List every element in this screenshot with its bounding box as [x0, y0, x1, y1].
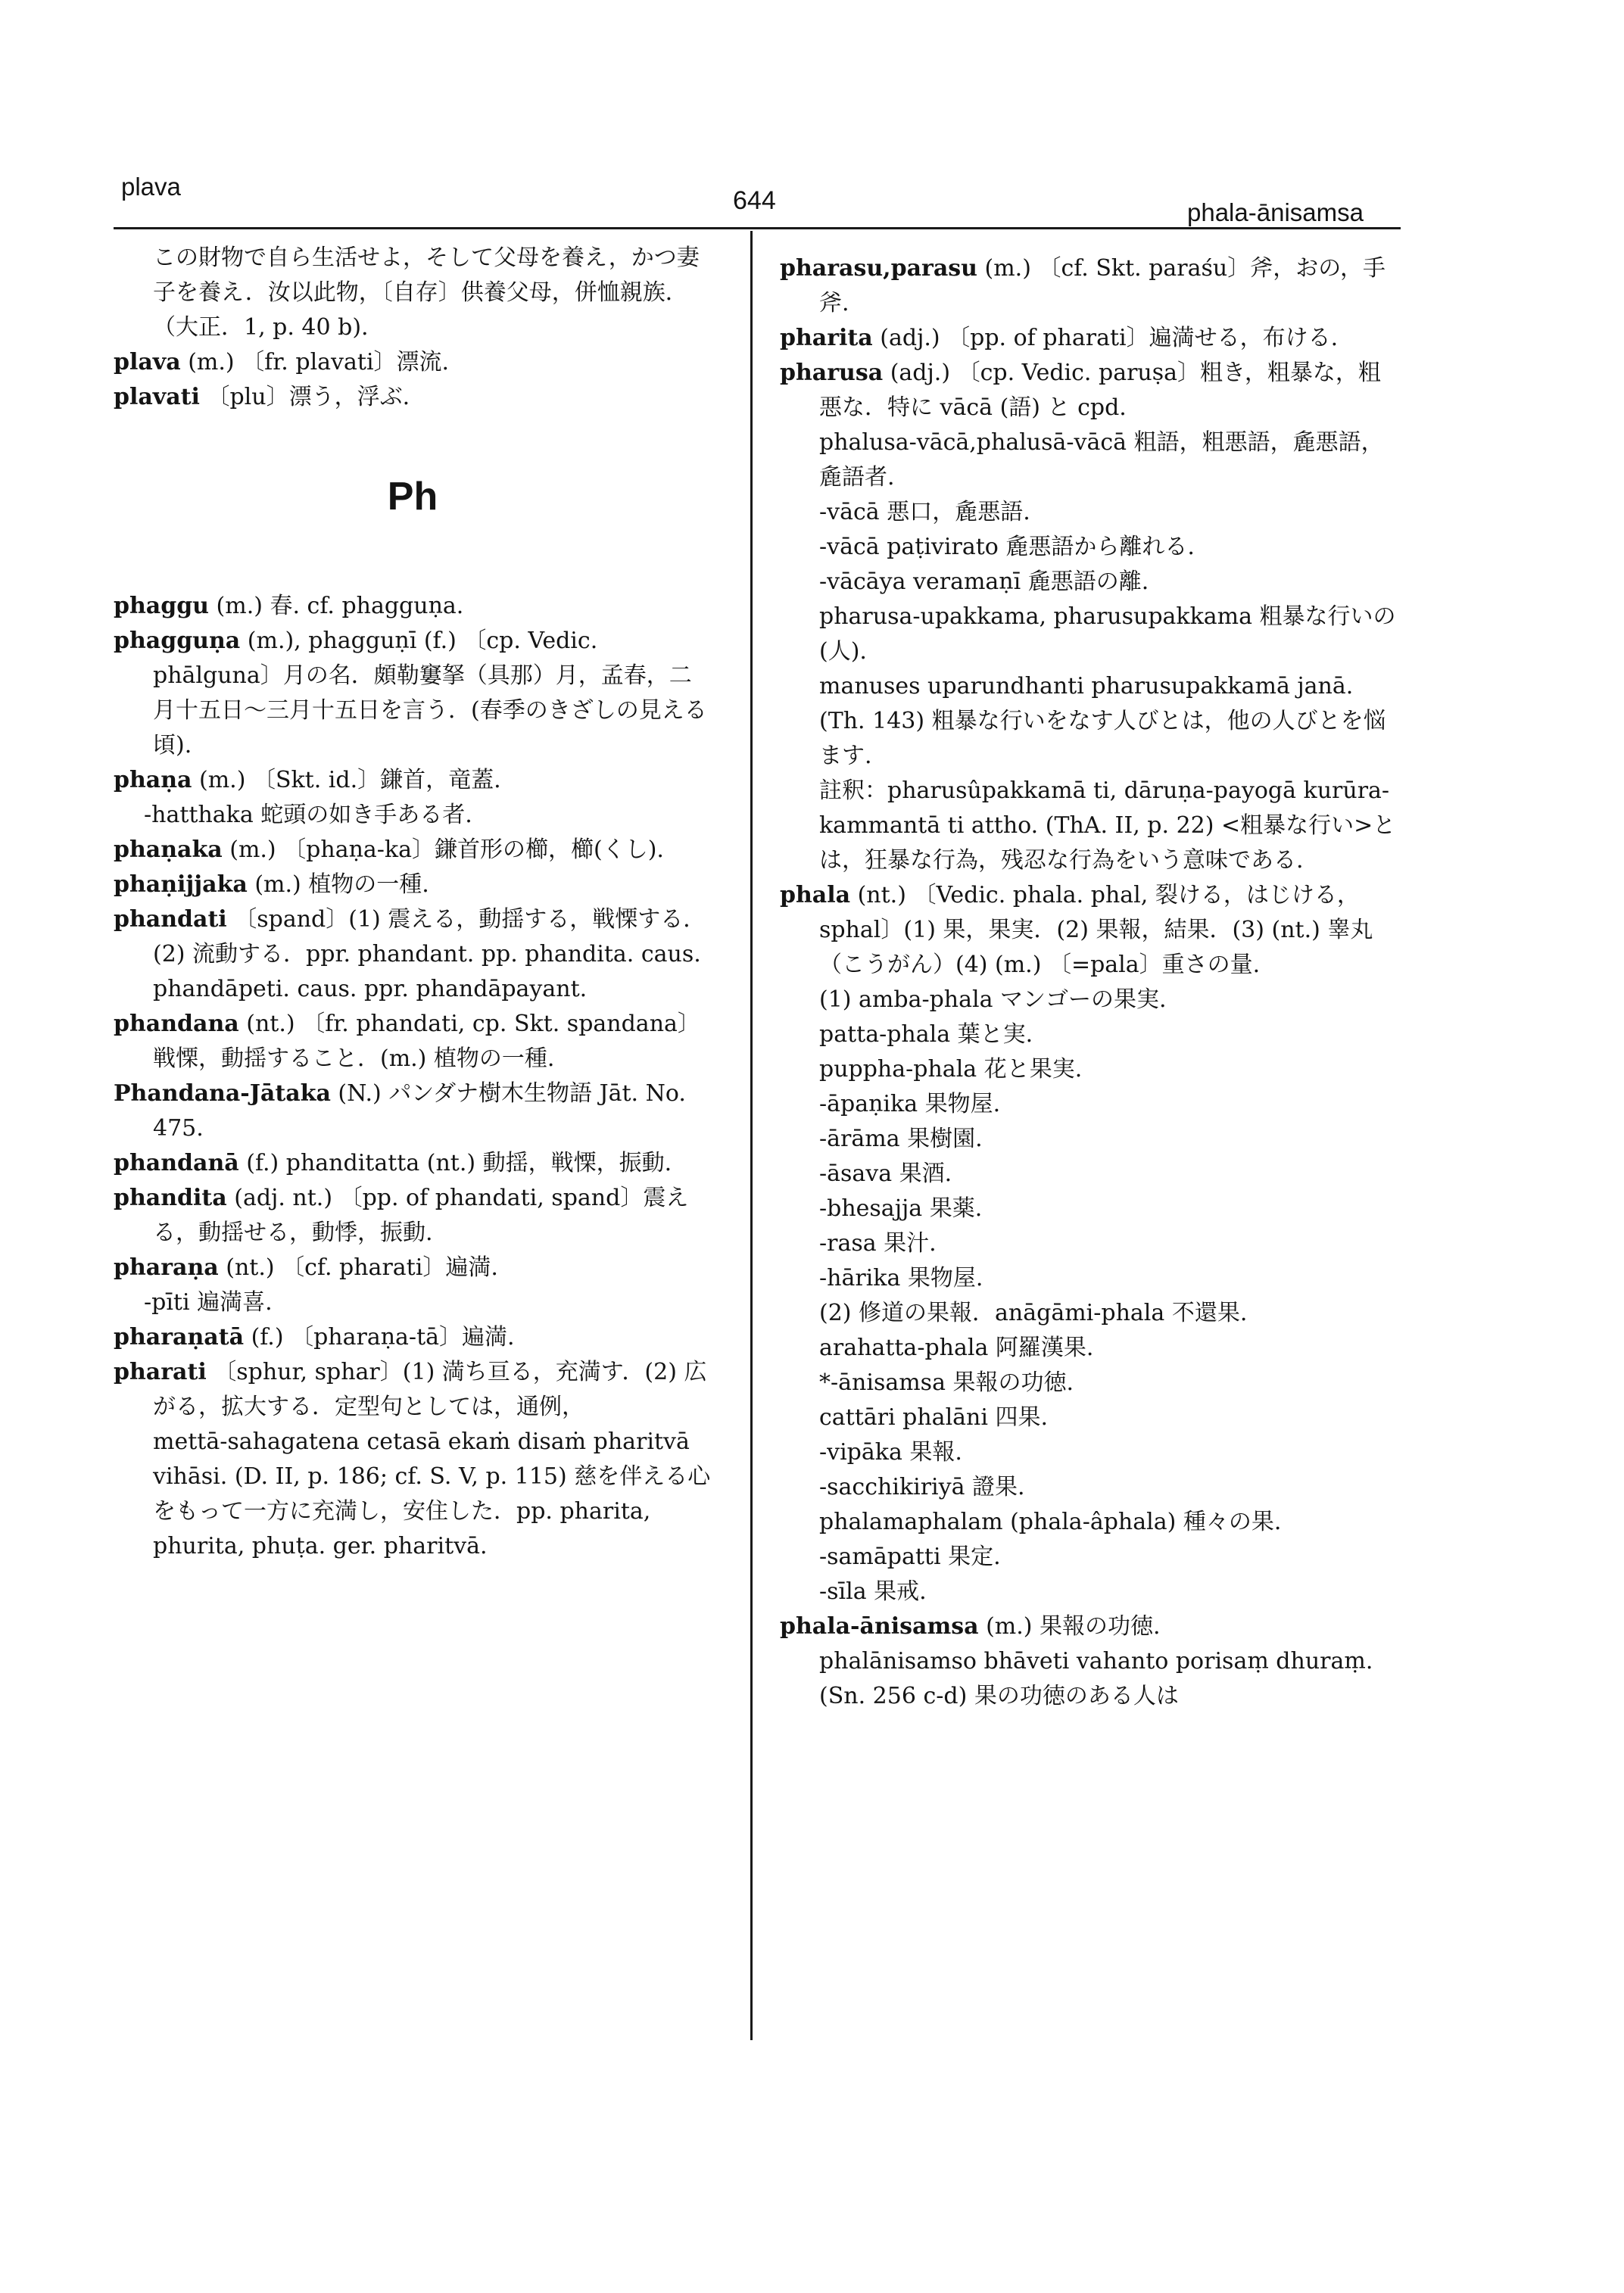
- entry-text: -vācā paṭivirato 麁悪語から離れる.: [819, 534, 1195, 560]
- definition: 〔plu〕漂う，浮ぶ.: [199, 384, 410, 410]
- dictionary-entry: [114, 624, 712, 763]
- dictionary-entry: [114, 1181, 712, 1251]
- dictionary-entry: [780, 356, 1401, 425]
- headword: pharaṇatā: [114, 1324, 245, 1351]
- entry-text: mettā-sahagatena cetasā ekaṁ disaṁ pharitvā vihāsi. (D. II, p. 186; cf. S. V, p. 115) 慈を伴える心をもって一方に充満し，安住した．pp. pharita, phurita, phuṭa. ger. pharitvā.: [153, 1428, 711, 1559]
- headword: pharasu,parasu: [780, 255, 977, 282]
- dictionary-entry: [114, 763, 712, 798]
- dictionary-entry: [114, 833, 712, 868]
- headword: phaṇijjaka: [114, 871, 248, 898]
- headword: plavati: [114, 384, 200, 410]
- entry-text: (1) amba-phala マンゴーの果実.: [819, 986, 1167, 1013]
- definition: (adj. nt.) 〔pp. of phandati, spand〕震える，動揺せる，動悸，振動.: [153, 1185, 689, 1246]
- definition: (m.), phagguṇī (f.) 〔cp. Vedic. phālguna〕月の名．頗勒窶拏（具那）月，孟春，二月十五日～三月十五日を言う．(春季のきざしの見える頃).: [153, 628, 707, 759]
- dictionary-entry: [114, 1251, 712, 1285]
- right-column: [780, 251, 1401, 1714]
- entry-text: -āpaṇika 果物屋.: [819, 1091, 1001, 1117]
- entry-text: arahatta-phala 阿羅漢果.: [819, 1335, 1094, 1361]
- entry-text: -rasa 果汁.: [819, 1230, 937, 1257]
- definition: (nt.) 〔Vedic. phala. phal, 裂ける，はじける，sphal〕(1) 果，果実．(2) 果報，結果．(3) (nt.) 睾丸（こうがん）(4) (m.) 〔=pala〕重さの量.: [819, 882, 1373, 978]
- definition: (m.) 〔fr. plavati〕漂流.: [180, 349, 450, 375]
- headword: pharati: [114, 1359, 207, 1385]
- section-heading: Ph: [387, 475, 438, 519]
- entry-text: phalamaphalam (phala-âphala) 種々の果.: [819, 1509, 1282, 1535]
- headword: pharita: [780, 325, 873, 351]
- dictionary-entry: [114, 1355, 712, 1425]
- headword: phagguṇa: [114, 628, 241, 654]
- definition: (nt.) 〔fr. phandati, cp. Skt. spandana〕戦慄，動揺すること．(m.) 植物の一種.: [153, 1011, 700, 1072]
- dictionary-entry: [114, 902, 712, 1007]
- column-divider: [750, 231, 753, 2040]
- definition: (adj.) 〔cp. Vedic. paruṣa〕粗き，粗暴な，粗悪な．特に vācā (語) と cpd.: [819, 360, 1381, 421]
- dictionary-entry: [114, 1007, 712, 1076]
- headword: Phandana-Jātaka: [114, 1080, 331, 1107]
- definition: (nt.) 〔cf. pharati〕遍満.: [218, 1254, 498, 1281]
- definition: (f.) phanditatta (nt.) 動揺，戦慄，振動.: [238, 1150, 672, 1176]
- dictionary-entry: [114, 589, 712, 624]
- headword: pharusa: [780, 360, 884, 386]
- definition: (m.) 果報の功徳.: [978, 1613, 1161, 1640]
- definition: (m.) 〔cf. Skt. paraśu〕斧，おの，手斧.: [819, 255, 1386, 316]
- entry-text: 註釈：pharusûpakkamā ti, dāruṇa-payogā kurūra-kammantā ti attho. (ThA. II, p. 22) <粗暴な行い>とは，狂暴な行為，残忍な行為をいう意味である.: [819, 777, 1396, 874]
- dictionary-entry: [780, 878, 1401, 983]
- headword: phaggu: [114, 593, 209, 619]
- headword: phandati: [114, 906, 227, 933]
- left-column: [114, 241, 712, 1564]
- headword: phaṇa: [114, 767, 192, 793]
- entry-text: pharusa-upakkama, pharusupakkama 粗暴な行いの(人).: [819, 603, 1396, 665]
- running-head-right: phala-ānisamsa: [1187, 198, 1364, 226]
- definition: (f.) 〔pharaṇa-tā〕遍満.: [244, 1324, 515, 1351]
- entry-text: -bhesajja 果薬.: [819, 1195, 983, 1222]
- entry-text: (2) 修道の果報．anāgāmi-phala 不還果.: [819, 1300, 1248, 1326]
- dictionary-entry: [114, 868, 712, 902]
- entry-text: cattāri phalāni 四果.: [819, 1404, 1049, 1431]
- definition: (m.) 春. cf. phagguṇa.: [209, 593, 464, 619]
- definition: 〔spand〕(1) 震える，動揺する，戦慄する．(2) 流動する．ppr. phandant. pp. phandita. caus. phandāpeti. caus. ppr. phandāpayant.: [153, 906, 706, 1002]
- definition: (m.) 〔Skt. id.〕鎌首，竜蓋.: [192, 767, 501, 793]
- entry-text: -ārāma 果樹園.: [819, 1126, 983, 1152]
- dictionary-entry: [114, 1146, 712, 1181]
- entry-text: -sacchikiriyā 證果.: [819, 1474, 1025, 1500]
- dictionary-entry: [780, 321, 1401, 356]
- dictionary-entry: [780, 1609, 1401, 1644]
- header-rule: [114, 227, 1401, 229]
- headword: phala-ānisamsa: [780, 1613, 979, 1640]
- entry-text: phalusa-vācā,phalusā-vācā 粗語，粗悪語，麁悪語，麁語者.: [819, 429, 1384, 491]
- entry-text: puppha-phala 花と果実.: [819, 1056, 1083, 1083]
- headword: phandanā: [114, 1150, 239, 1176]
- entry-text: -āsava 果酒.: [819, 1161, 952, 1187]
- entry-text: -samāpatti 果定.: [819, 1544, 1001, 1570]
- definition: 〔sphur, sphar〕(1) 満ち亘る，充満す．(2) 広がる，拡大する．定型句としては，通例，: [153, 1359, 707, 1420]
- dictionary-entry: [114, 1320, 712, 1355]
- headword: plava: [114, 349, 181, 375]
- entry-text: *-ānisamsa 果報の功徳.: [819, 1369, 1074, 1396]
- entry-text: phalānisamso bhāveti vahanto porisaṃ dhuraṃ. (Sn. 256 c-d) 果の功徳のある人は: [819, 1648, 1373, 1709]
- entry-text: -hārika 果物屋.: [819, 1265, 983, 1291]
- sub-entry: -hatthaka 蛇頭の如き手ある者.: [144, 802, 472, 828]
- headword: phandita: [114, 1185, 227, 1211]
- entry-text: manuses uparundhanti pharusupakkamā janā. (Th. 143) 粗暴な行いをなす人びとは，他の人びとを悩ます.: [819, 673, 1386, 769]
- headword: phala: [780, 882, 851, 908]
- dictionary-entry: [114, 345, 712, 380]
- definition: (m.) 植物の一種.: [247, 871, 429, 898]
- entry-text: -vipāka 果報.: [819, 1439, 962, 1466]
- entry-text: -vācā 悪口，麁悪語.: [819, 499, 1030, 525]
- dictionary-entry: [114, 380, 712, 415]
- headword: pharaṇa: [114, 1254, 219, 1281]
- headword: phandana: [114, 1011, 239, 1037]
- page-number: 644: [733, 186, 776, 215]
- dictionary-entry: [114, 1076, 712, 1146]
- entry-text: patta-phala 葉と実.: [819, 1021, 1033, 1048]
- headword: phaṇaka: [114, 837, 223, 863]
- definition: (adj.) 〔pp. of pharati〕遍満せる，布ける.: [872, 325, 1339, 351]
- entry-text: -sīla 果戒.: [819, 1578, 927, 1605]
- definition: (m.) 〔phaṇa-ka〕鎌首形の櫛，櫛(くし).: [222, 837, 664, 863]
- entry-text: -vācāya veramaṇī 麁悪語の離.: [819, 569, 1149, 595]
- running-head-left: plava: [121, 173, 181, 201]
- dictionary-entry: [780, 251, 1401, 321]
- definition: (N.) パンダナ樹木生物語 Jāt. No. 475.: [153, 1080, 686, 1142]
- sub-entry: -pīti 遍満喜.: [144, 1289, 273, 1316]
- entry-text: この財物で自ら生活せよ，そして父母を養え，かつ妻子を養え．汝以此物，〔自存〕供養父母，併恤親族．（大正．1, p. 40 b).: [153, 245, 700, 341]
